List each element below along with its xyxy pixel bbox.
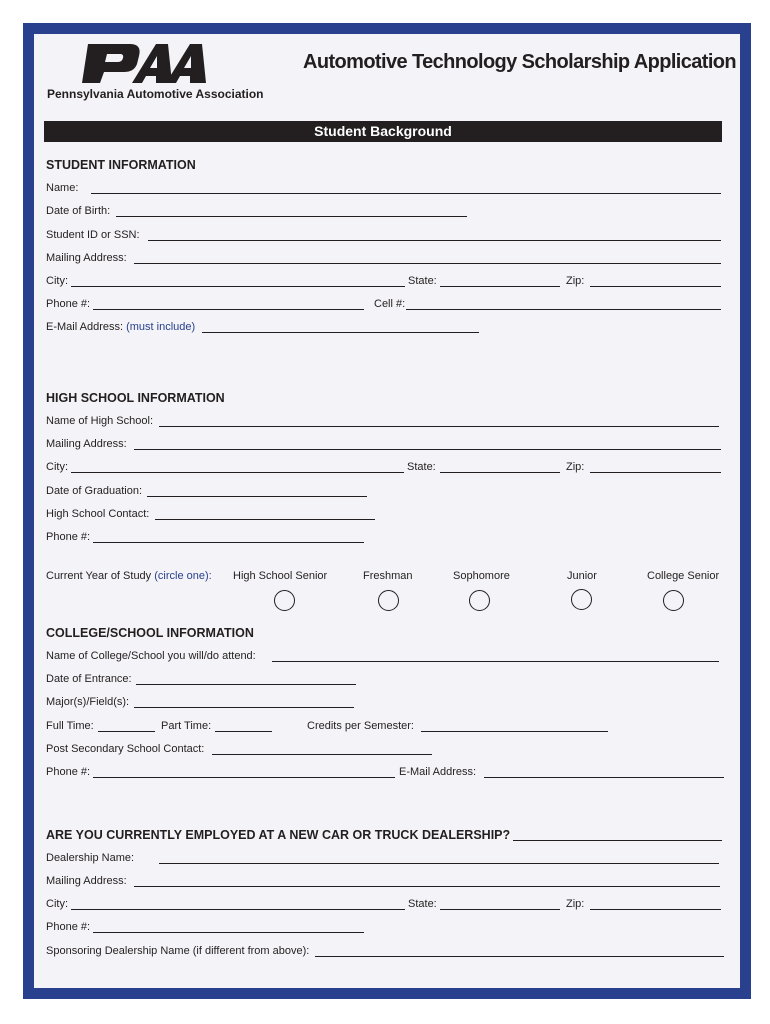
option-high-school-senior-label: High School Senior — [233, 570, 328, 582]
college-email-label: E-Mail Address: — [399, 766, 477, 778]
dealership-state-field[interactable] — [440, 909, 560, 910]
college-heading: COLLEGE/SCHOOL INFORMATION — [46, 626, 254, 640]
entrance-label: Date of Entrance: — [46, 673, 132, 685]
credits-field[interactable] — [421, 731, 608, 732]
hs-city-field[interactable] — [71, 472, 404, 473]
radio-freshman[interactable] — [378, 590, 399, 611]
dob-label: Date of Birth: — [46, 205, 111, 217]
student-info-heading: STUDENT INFORMATION — [46, 158, 196, 172]
hs-zip-label: Zip: — [566, 461, 585, 473]
dealership-state-label: State: — [408, 898, 437, 910]
dealership-phone-field[interactable] — [93, 932, 364, 933]
org-name: Pennsylvania Automotive Association — [47, 87, 264, 101]
dealership-question: ARE YOU CURRENTLY EMPLOYED AT A NEW CAR OR TRUCK DEALERSHIP? — [46, 828, 511, 842]
cell-field[interactable] — [406, 309, 721, 310]
entrance-field[interactable] — [136, 684, 356, 685]
section-banner: Student Background — [44, 121, 722, 142]
dealership-zip-label: Zip: — [566, 898, 585, 910]
dealership-name-field[interactable] — [159, 863, 719, 864]
name-field[interactable] — [91, 193, 721, 194]
college-name-label: Name of College/School you will/do attend: — [46, 650, 256, 662]
full-time-field[interactable] — [98, 731, 155, 732]
student-id-label: Student ID or SSN: — [46, 229, 140, 241]
dealership-zip-field[interactable] — [590, 909, 721, 910]
college-phone-label: Phone #: — [46, 766, 91, 778]
cell-label: Cell #: — [374, 298, 406, 310]
hs-mailing-field[interactable] — [134, 449, 721, 450]
option-sophomore-label: Sophomore — [453, 570, 510, 582]
ps-contact-field[interactable] — [212, 754, 432, 755]
sponsor-field[interactable] — [315, 956, 724, 957]
radio-junior[interactable] — [571, 589, 592, 610]
hs-phone-label: Phone #: — [46, 531, 91, 543]
dealership-city-label: City: — [46, 898, 68, 910]
part-time-label: Part Time: — [161, 720, 212, 732]
majors-label: Major(s)/Field(s): — [46, 696, 130, 708]
credits-label: Credits per Semester: — [307, 720, 414, 732]
radio-sophomore[interactable] — [469, 590, 490, 611]
dob-field[interactable] — [116, 216, 467, 217]
hs-state-label: State: — [407, 461, 436, 473]
sponsor-label: Sponsoring Dealership Name (if different from above): — [46, 945, 310, 957]
student-phone-field[interactable] — [93, 309, 364, 310]
radio-college-senior[interactable] — [663, 590, 684, 611]
hs-contact-label: High School Contact: — [46, 508, 150, 520]
hs-name-label: Name of High School: — [46, 415, 153, 427]
name-label: Name: — [46, 182, 79, 194]
student-zip-label: Zip: — [566, 275, 585, 287]
student-email-label: E-Mail Address: (must include) — [46, 321, 196, 333]
hs-contact-field[interactable] — [155, 519, 375, 520]
dealership-answer-field[interactable] — [513, 840, 722, 841]
page-title: Automotive Technology Scholarship Application — [303, 51, 737, 73]
full-time-label: Full Time: — [46, 720, 94, 732]
hs-mailing-label: Mailing Address: — [46, 438, 127, 450]
college-email-field[interactable] — [484, 777, 724, 778]
student-id-field[interactable] — [148, 240, 721, 241]
majors-field[interactable] — [134, 707, 354, 708]
year-of-study-label: Current Year of Study (circle one): — [46, 570, 212, 582]
college-name-field[interactable] — [272, 661, 719, 662]
high-school-heading: HIGH SCHOOL INFORMATION — [46, 391, 225, 405]
student-phone-label: Phone #: — [46, 298, 91, 310]
student-mailing-field[interactable] — [134, 263, 721, 264]
hs-city-label: City: — [46, 461, 68, 473]
ps-contact-label: Post Secondary School Contact: — [46, 743, 205, 755]
hs-zip-field[interactable] — [590, 472, 721, 473]
dealership-mailing-field[interactable] — [134, 886, 720, 887]
student-mailing-label: Mailing Address: — [46, 252, 127, 264]
option-college-senior-label: College Senior — [647, 570, 720, 582]
hs-state-field[interactable] — [440, 472, 560, 473]
email-required-note: (must include) — [126, 321, 196, 333]
radio-high-school-senior[interactable] — [274, 590, 295, 611]
hs-phone-field[interactable] — [93, 542, 364, 543]
student-city-label: City: — [46, 275, 68, 287]
grad-date-field[interactable] — [147, 496, 367, 497]
circle-one-note: (circle one): — [154, 570, 212, 582]
hs-name-field[interactable] — [159, 426, 719, 427]
part-time-field[interactable] — [215, 731, 272, 732]
dealership-name-label: Dealership Name: — [46, 852, 135, 864]
option-junior-label: Junior — [567, 570, 597, 582]
grad-date-label: Date of Graduation: — [46, 485, 143, 497]
dealership-mailing-label: Mailing Address: — [46, 875, 127, 887]
dealership-city-field[interactable] — [71, 909, 405, 910]
college-phone-field[interactable] — [93, 777, 395, 778]
paa-logo — [80, 42, 208, 84]
student-state-label: State: — [408, 275, 437, 287]
student-city-field[interactable] — [71, 286, 405, 287]
student-email-field[interactable] — [202, 332, 479, 333]
student-state-field[interactable] — [440, 286, 560, 287]
dealership-phone-label: Phone #: — [46, 921, 91, 933]
student-zip-field[interactable] — [590, 286, 721, 287]
option-freshman-label: Freshman — [363, 570, 413, 582]
